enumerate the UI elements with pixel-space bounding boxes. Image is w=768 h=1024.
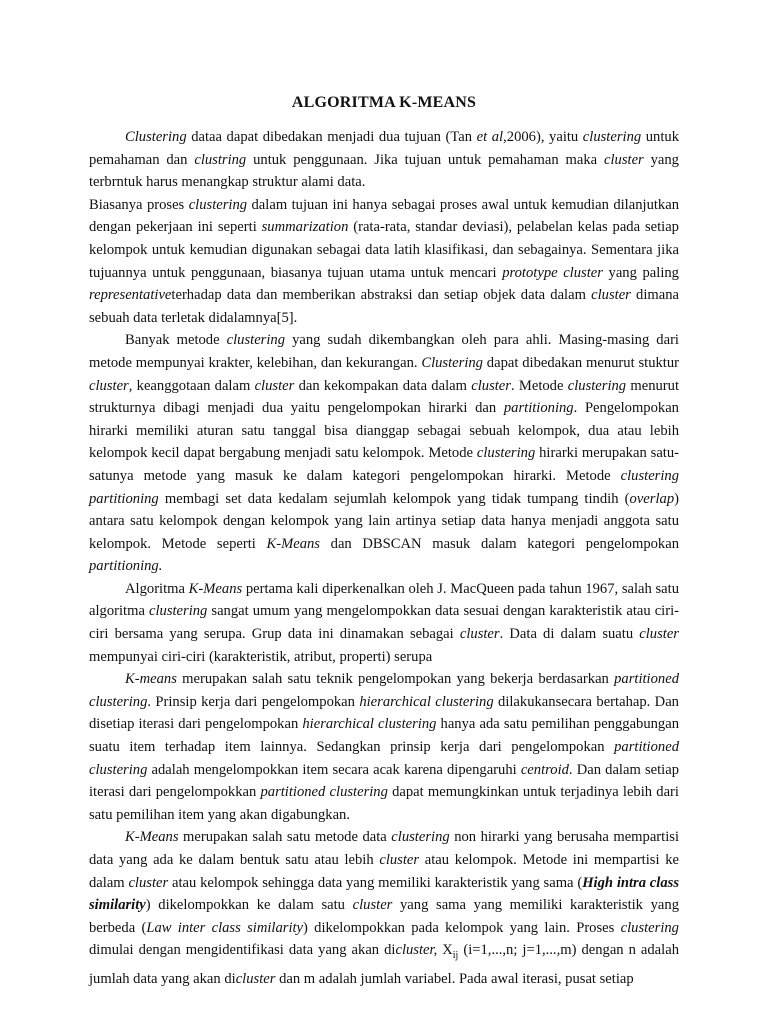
text-run: clustering (391, 829, 450, 846)
text-run: non hirarki yang berusaha mempartisi data yang ada ke dalam bentuk satu atau lebih (89, 829, 680, 868)
text-run: dan m adalah jumlah variabel. Pada awal iterasi, pusat setiap (275, 970, 634, 987)
text-run: clustering (188, 196, 248, 213)
text-run: cluster (639, 626, 679, 643)
text-run: X (437, 942, 453, 959)
text-run: (rata-rata, standar deviasi), pelabelan kelas pada setiap kelompok untuk kemudian digunakan sebagai data latih klasifikasi, dan sebagainya. Sementara jika tujuannya untuk penggunaan, biasanya tujuan utama untuk mencari (89, 219, 679, 281)
text-run: membagi set data kedalam sejumlah kelompok yang tidak tumpang tindih ( (158, 490, 630, 507)
text-run: cluster, (395, 942, 438, 959)
text-run: clustering partitioning (89, 467, 679, 507)
text-run: cluster (591, 287, 631, 304)
text-run: ) antara satu kelompok dengan kelompok yang lain artinya setiap data hanya menjadi anggota satu kelompok. Metode seperti (89, 490, 679, 552)
text-run: cluster (352, 897, 393, 914)
text-run: dan kekompakan data dalam (294, 377, 472, 394)
text-run: dapat dibedakan menurut stuktur (482, 354, 679, 371)
text-run: clustering (148, 603, 208, 620)
text-run: dataa dapat dibedakan menjadi dua tujuan (Tan (186, 129, 477, 145)
text-run: , keanggotaan dalam (128, 377, 255, 394)
text-run: K-Means (266, 535, 320, 552)
paragraph (89, 578, 679, 668)
text-run: ,2006), yaitu (503, 129, 583, 145)
text-run: cluster (128, 874, 169, 891)
text-run: K-Means (125, 829, 179, 846)
paragraph (89, 194, 679, 330)
text-run: centroid (520, 761, 569, 778)
text-run: sangat umum yang mengelompokkan data sesuai dengan karakteristik atau ciri-ciri bersama yang serupa. Grup data ini dinamakan sebagai (89, 603, 679, 643)
text-run: overlap (629, 490, 675, 507)
text-run: hanya ada satu pemilihan penggabungan suatu item terhadap item lainnya. Sedangkan prinsip kerja dari pengelompokan (89, 716, 680, 756)
text-run: Algoritma (125, 580, 189, 597)
text-run: menurut strukturnya dibagi menjadi dua yaitu pengelompokan hirarki dan (89, 377, 680, 417)
text-run: yang sudah dikembangkan oleh para ahli. Masing-masing dari metode mempunyai krakter, kelebihan, dan kekurangan. (89, 332, 679, 371)
text-run: cluster (254, 377, 295, 394)
text-run: cluster (471, 377, 511, 394)
text-run: . Metode (510, 377, 568, 394)
text-run: atau kelompok. Metode ini mempartisi ke dalam (89, 852, 679, 891)
text-run: . Dan dalam setiap iterasi dari pengelompokkan (89, 761, 679, 801)
text-run: cluster (235, 970, 276, 987)
text-run: untuk pemahaman dan (89, 129, 679, 168)
text-run: clustering (567, 377, 627, 394)
text-run: . Data di dalam suatu (499, 626, 640, 643)
paragraph (89, 826, 679, 990)
text-run: dimana sebuah data terletak didalamnya[5]. (89, 287, 679, 326)
text-run: mempunyai ciri-ciri (karakteristik, atribut, properti) serupa (89, 648, 433, 665)
text-run: cluster (379, 852, 420, 868)
text-run: terhadap data dan memberikan abstraksi dan setiap objek data dalam (171, 287, 592, 304)
text-run: et al (476, 129, 504, 145)
text-run: K-means (125, 671, 177, 688)
text-run: partitioned clustering (89, 671, 679, 710)
text-run: Law inter class similarity (146, 919, 304, 936)
text-run: summarization (261, 219, 349, 236)
page-title: ALGORITMA K-MEANS (291, 94, 477, 111)
text-run: prototype cluster (502, 264, 603, 281)
text-run: K-Means (188, 580, 243, 597)
text-run: partitioned clustering (89, 739, 679, 778)
paragraph (89, 668, 679, 826)
text-run: Biasanya proses (89, 196, 189, 213)
text-run: yang paling (602, 264, 679, 281)
text-run: yang sama yang memiliki karakteristik yang berbeda ( (89, 897, 679, 936)
text-run: Clustering (421, 354, 483, 371)
text-run: hierarchical clustering (302, 716, 437, 733)
text-run: clustering (226, 332, 286, 349)
text-run: ) dikelompokkan ke dalam satu (145, 897, 353, 914)
text-run: cluster (89, 377, 129, 394)
text-run: dan DBSCAN masuk dalam kategori pengelompokan (319, 535, 679, 552)
text-run: untuk penggunaan. Jika tujuan untuk pemahaman maka (246, 151, 604, 168)
text-run: pertama kali diperkenalkan oleh J. MacQueen pada tahun 1967, salah satu algoritma (89, 580, 679, 620)
text-run: hirarki merupakan satu-satunya metode yang masuk ke dalam kategori pengelompokan hirarki. Metode (89, 445, 680, 484)
text-run: partitioned clustering (260, 784, 388, 801)
text-run: High intra class similarity (89, 874, 679, 914)
text-run: cluster (459, 626, 500, 643)
text-run: cluster (604, 151, 644, 168)
text-run: adalah mengelompokkan item secara acak karena dipengaruhi (147, 761, 521, 778)
text-run: hierarchical clustering (359, 693, 494, 710)
paragraph (89, 329, 679, 578)
document-body (89, 126, 679, 990)
text-run: Clustering (125, 129, 187, 145)
text-run: dapat memungkinkan untuk terjadinya lebih dari satu pemilihan item yang akan digabungkan. (89, 784, 679, 823)
paragraph (89, 126, 679, 194)
text-run: clustering (582, 129, 642, 145)
text-run: yang terbrntuk harus menangkap struktur alami data. (89, 151, 679, 191)
text-run: partitioning (503, 400, 574, 417)
text-run: clustering (620, 919, 679, 936)
text-run: dilakukansecara bertahap. Dan disetiap iterasi dari pengelompokan (89, 693, 679, 733)
text-run: clustering (476, 445, 536, 462)
text-run: ij (452, 950, 459, 962)
text-run: . Prinsip kerja dari pengelompokan (147, 693, 360, 710)
text-run: merupakan salah satu metode data (178, 829, 392, 846)
text-run: representative (89, 287, 172, 304)
text-run: dalam tujuan ini hanya sebagai proses awal untuk kemudian dilanjutkan dengan pekerjaan ini seperti (89, 196, 679, 236)
text-run: atau kelompok sehingga data yang memiliki karakteristik yang sama ( (168, 874, 583, 891)
text-run: merupakan salah satu teknik pengelompokan yang bekerja berdasarkan (176, 671, 615, 688)
text-run: . Pengelompokan hirarki memiliki aturan satu tanggal bisa dianggap sebagai sebuah kelompok, dua atau lebih kelompok kecil dapat bergabung menjadi satu kelompok. Metode (89, 400, 679, 462)
text-run: partitioning. (89, 558, 163, 575)
text-run: clustring (194, 151, 247, 168)
text-run: dimulai dengan mengidentifikasi data yang akan di (89, 942, 396, 959)
text-run: (i=1,...,n; j=1,...,m) dengan n adalah jumlah data yang akan di (89, 942, 679, 987)
text-run: Banyak metode (125, 332, 227, 349)
text-run: ) dikelompokkan pada kelompok yang lain. Proses (303, 919, 621, 936)
